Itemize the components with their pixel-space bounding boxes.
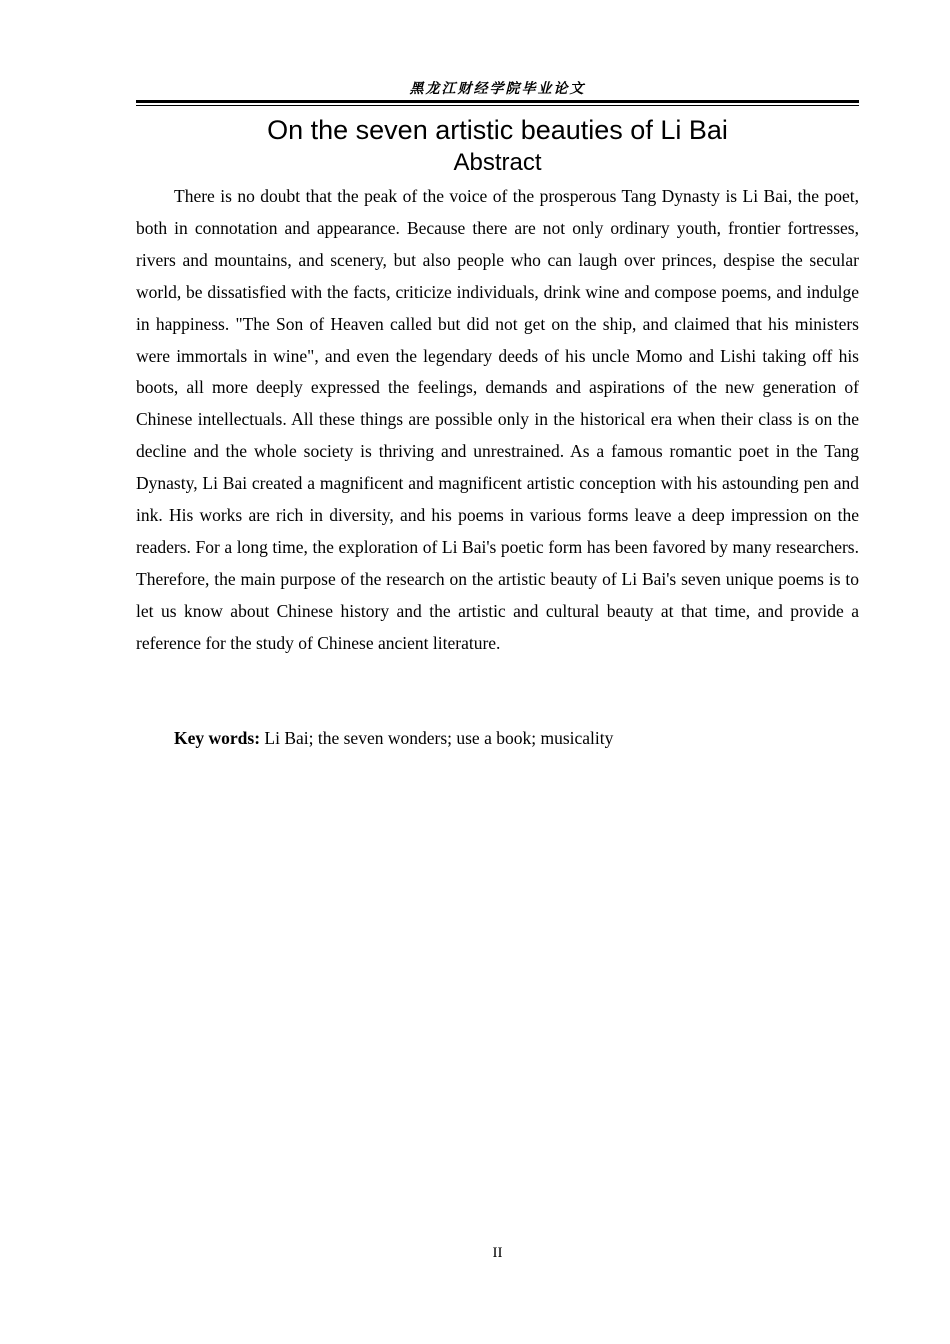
- document-title: On the seven artistic beauties of Li Bai: [267, 115, 728, 145]
- header-rule-thin: [136, 105, 859, 106]
- abstract-body: There is no doubt that the peak of the voice of the prosperous Tang Dynasty is Li Bai, the poet, both in connotation and appearance. Because there are not only ordinary youth, frontier fortresses, rivers and mountains, and scenery, but also people who can laugh over princes, despise the secular world, be dissatisfied with the facts, criticize individuals, drink wine and compose poems, and indulge in happiness. "The Son of Heaven called but did not get on the ship, and claimed that his ministers were immortals in wine", and even the legendary deeds of his uncle Momo and Lishi taking off his boots, all more deeply expressed the feelings, demands and aspirations of the new generation of Chinese intellectuals. All these things are possible only in the historical era when their class is on the decline and the whole society is thriving and unrestrained. As a famous romantic poet in the Tang Dynasty, Li Bai created a magnificent and magnificent artistic conception with his astounding pen and ink. His works are rich in diversity, and his poems in various forms leave a deep impression on the readers. For a long time, the exploration of Li Bai's poetic form has been favored by many researchers. Therefore, the main purpose of the research on the artistic beauty of Li Bai's seven unique poems is to let us know about Chinese history and the artistic and cultural beauty at that time, and provide a reference for the study of Chinese ancient literature.: [136, 186, 859, 653]
- abstract-heading: Abstract: [453, 149, 542, 176]
- page-number: II: [492, 1245, 503, 1261]
- header-rule-thick: [136, 100, 859, 103]
- keywords-paragraph: [136, 723, 859, 755]
- page-header: 黑龙江财经学院毕业论文: [409, 81, 586, 97]
- keywords-label: Key words:: [174, 728, 261, 748]
- keywords-value: Li Bai; the seven wonders; use a book; musicality: [260, 728, 614, 748]
